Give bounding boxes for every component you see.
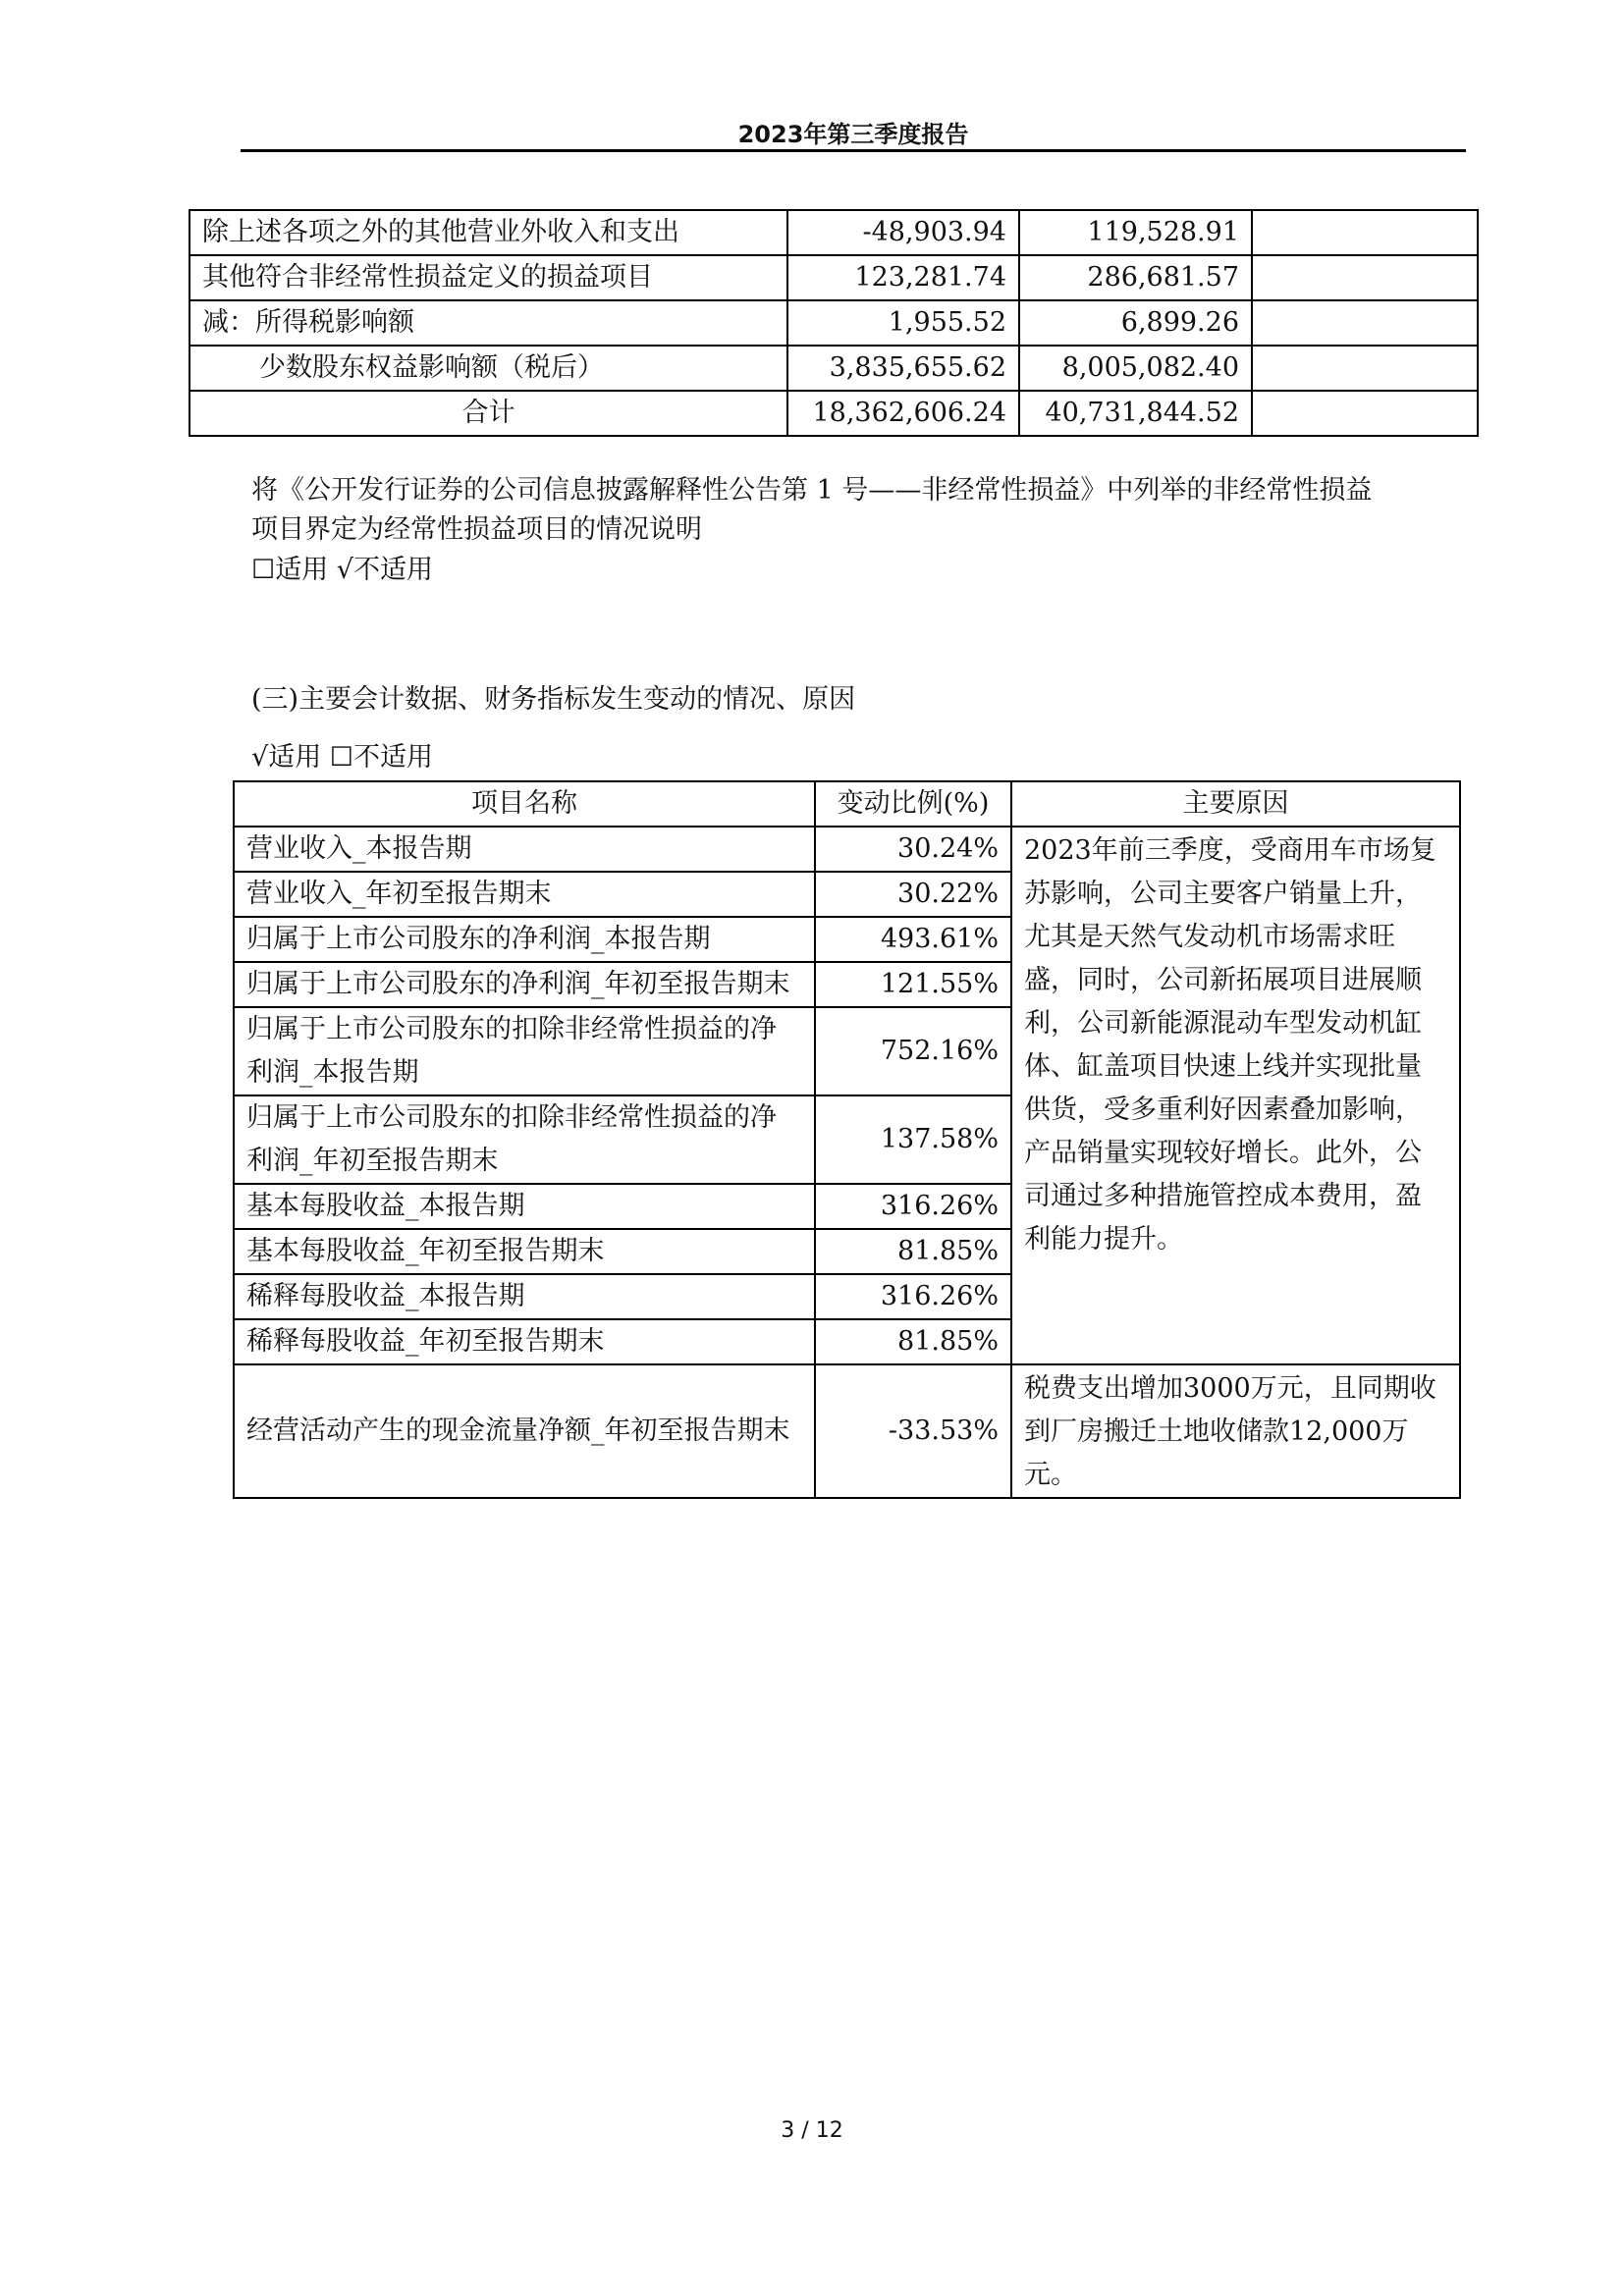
change-ratio: 493.61%	[815, 917, 1011, 962]
ytd-value: 8,005,082.40	[1019, 346, 1252, 391]
item-name: 营业收入_本报告期	[234, 827, 815, 872]
note-cell	[1252, 210, 1478, 255]
table-row	[189, 300, 1478, 346]
table-row	[234, 827, 1460, 872]
page-header-title: 2023年第三季度报告	[737, 121, 969, 148]
current-period-value: -48,903.94	[787, 210, 1019, 255]
ytd-value: 6,899.26	[1019, 300, 1252, 346]
ytd-value: 286,681.57	[1019, 255, 1252, 300]
change-ratio: 316.26%	[815, 1274, 1011, 1319]
total-label: 合计	[189, 391, 787, 436]
key-data-changes-table	[233, 780, 1461, 1499]
explanation-line-1: 将《公开发行证券的公司信息披露解释性公告第 1 号——非经常性损益》中列举的非经常性损益	[251, 475, 1373, 506]
current-period-total: 18,362,606.24	[787, 391, 1019, 436]
item-name: 归属于上市公司股东的净利润_本报告期	[234, 917, 815, 962]
note-cell	[1252, 255, 1478, 300]
item-name: 归属于上市公司股东的净利润_年初至报告期末	[234, 962, 815, 1007]
row-label: 少数股东权益影响额（税后）	[189, 346, 787, 391]
header-divider	[241, 149, 1466, 152]
row-label: 其他符合非经常性损益定义的损益项目	[189, 255, 787, 300]
note-cell	[1252, 300, 1478, 346]
row-label: 除上述各项之外的其他营业外收入和支出	[189, 210, 787, 255]
current-period-value: 1,955.52	[787, 300, 1019, 346]
current-period-value: 3,835,655.62	[787, 346, 1019, 391]
cash-flow-reason-cell: 税费支出增加3000万元，且同期收到厂房搬迁土地收储款12,000万元。	[1011, 1364, 1460, 1498]
item-name: 营业收入_年初至报告期末	[234, 872, 815, 917]
row-label: 减：所得税影响额	[189, 300, 787, 346]
explanation-line-2: 项目界定为经常性损益项目的情况说明	[251, 514, 702, 545]
table-row	[189, 255, 1478, 300]
page-number: 3 / 12	[781, 2118, 843, 2143]
header-main-reason: 主要原因	[1011, 781, 1460, 827]
change-ratio: -33.53%	[815, 1364, 1011, 1498]
change-ratio: 316.26%	[815, 1184, 1011, 1229]
current-period-value: 123,281.74	[787, 255, 1019, 300]
ytd-value: 119,528.91	[1019, 210, 1252, 255]
item-name: 稀释每股收益_年初至报告期末	[234, 1319, 815, 1364]
change-ratio: 121.55%	[815, 962, 1011, 1007]
change-ratio: 81.85%	[815, 1229, 1011, 1274]
section-3-title: (三)主要会计数据、财务指标发生变动的情况、原因	[251, 684, 856, 715]
change-ratio: 30.24%	[815, 827, 1011, 872]
header-change-ratio: 变动比例(%)	[815, 781, 1011, 827]
main-reason-cell: 2023年前三季度，受商用车市场复苏影响，公司主要客户销量上升，尤其是天然气发动机市场需求旺盛，同时，公司新拓展项目进展顺利，公司新能源混动车型发动机缸体、缸盖项目快速上线并实现批量供货，受多重利好因素叠加影响，产品销量实现较好增长。此外，公司通过多种措施管控成本费用，盈利能力提升。	[1011, 827, 1460, 1364]
change-ratio: 752.16%	[815, 1007, 1011, 1095]
note-cell	[1252, 391, 1478, 436]
section-3-applicability: √适用 ☐不适用	[251, 742, 433, 773]
header-item-name: 项目名称	[234, 781, 815, 827]
change-ratio: 30.22%	[815, 872, 1011, 917]
explanation-applicability: ☐适用 √不适用	[251, 555, 433, 585]
item-name: 归属于上市公司股东的扣除非经常性损益的净利润_本报告期	[234, 1007, 815, 1095]
item-name: 基本每股收益_本报告期	[234, 1184, 815, 1229]
change-ratio: 137.58%	[815, 1095, 1011, 1184]
nonrecurring-items-table	[189, 209, 1479, 437]
item-name: 经营活动产生的现金流量净额_年初至报告期末	[234, 1364, 815, 1498]
table-row-total	[189, 391, 1478, 436]
change-ratio: 81.85%	[815, 1319, 1011, 1364]
table-row	[189, 210, 1478, 255]
table-row	[189, 346, 1478, 391]
note-cell	[1252, 346, 1478, 391]
item-name: 稀释每股收益_本报告期	[234, 1274, 815, 1319]
item-name: 归属于上市公司股东的扣除非经常性损益的净利润_年初至报告期末	[234, 1095, 815, 1184]
table-row	[234, 1364, 1460, 1498]
item-name: 基本每股收益_年初至报告期末	[234, 1229, 815, 1274]
table-header-row	[234, 781, 1460, 827]
ytd-total: 40,731,844.52	[1019, 391, 1252, 436]
